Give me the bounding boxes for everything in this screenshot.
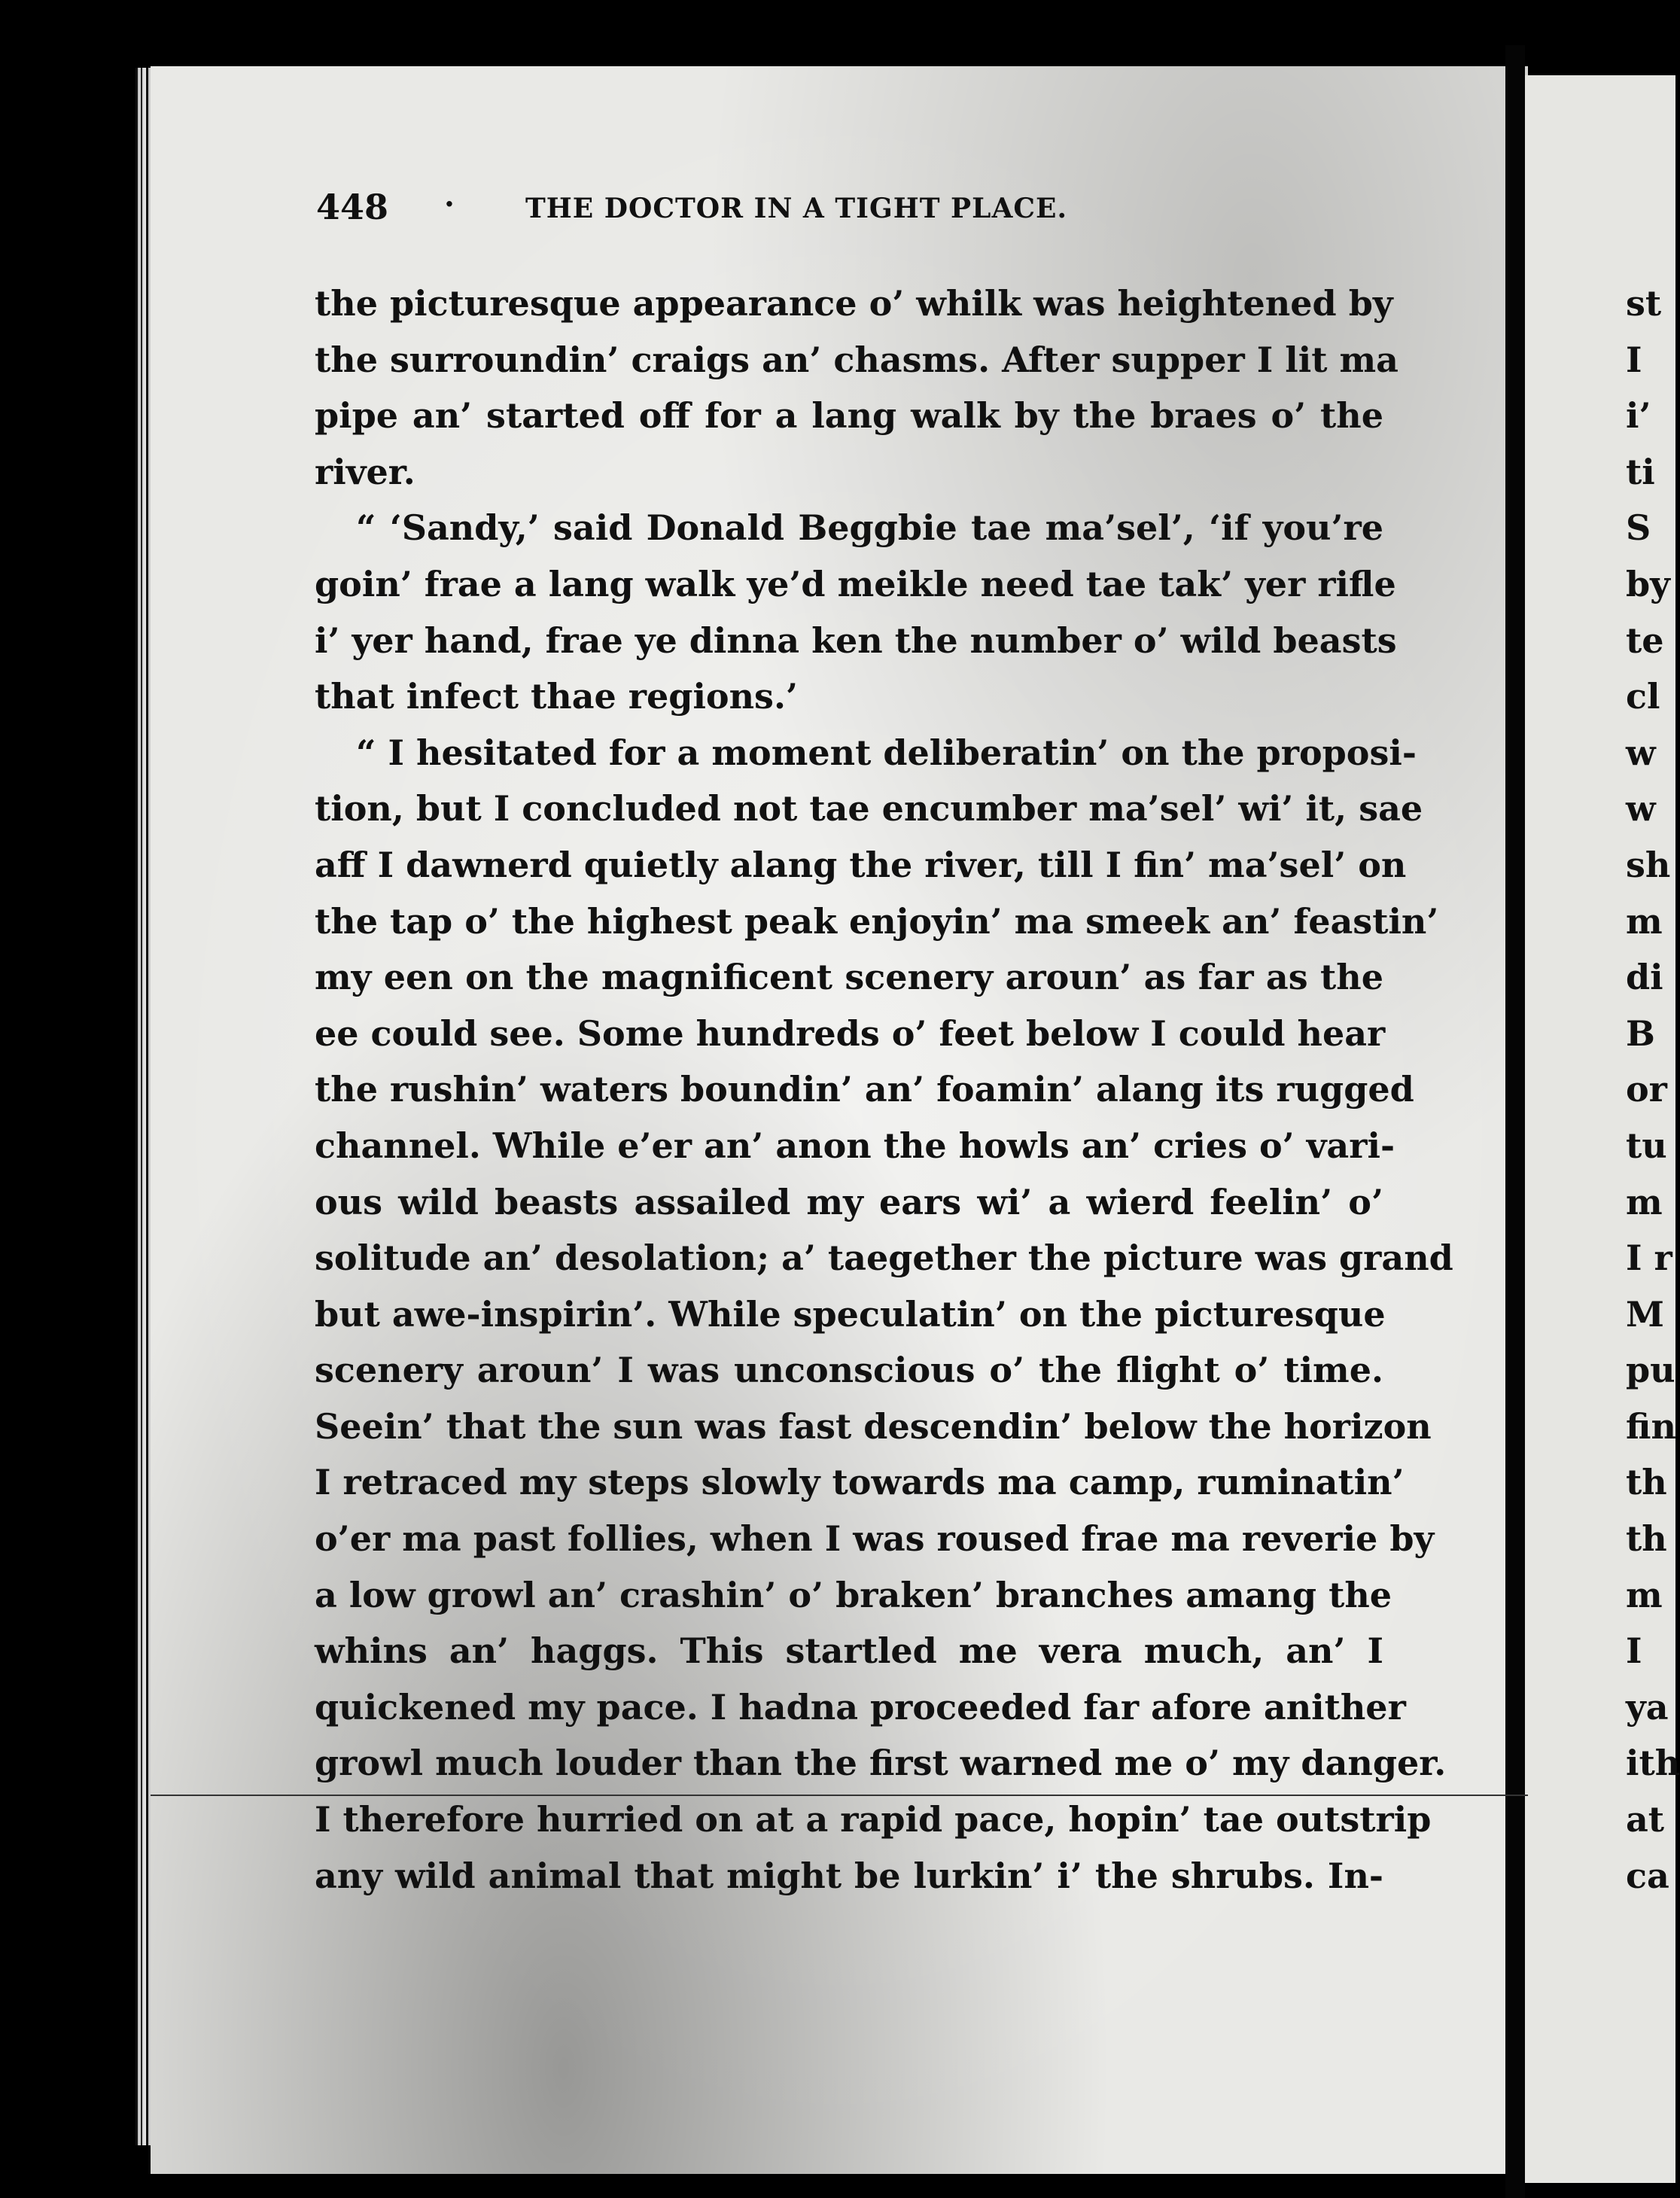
fragment-line: ca — [1626, 1855, 1669, 1896]
text-line: goin’ frae a lang walk ye’d meikle need tae tak’ yer rifle — [315, 563, 1396, 604]
fragment-line: th — [1626, 1518, 1667, 1560]
fragment-line: fin — [1626, 1405, 1676, 1447]
text-line: solitude an’ desolation; a’ taegether the picture was grand — [315, 1238, 1453, 1279]
text-line: scenery aroun’ I was unconscious o’ the flight o’ time. — [315, 1350, 1383, 1391]
fragment-line: ti — [1626, 451, 1655, 492]
fragment-line: I — [1626, 339, 1642, 380]
fragment-line: i’ — [1626, 395, 1651, 437]
text-line: that infect thae regions.’ — [315, 676, 798, 717]
text-line: tion, but I concluded not tae encumber ma’sel’ wi’ it, sae — [315, 788, 1423, 830]
right-page-text-fragments — [1626, 276, 1680, 1904]
running-head — [316, 187, 1370, 232]
fragment-line: at — [1626, 1799, 1665, 1840]
body-text — [315, 276, 1453, 1904]
fragment-line: ith — [1626, 1743, 1680, 1784]
fragment-line: m — [1626, 1181, 1663, 1222]
fragment-line: di — [1626, 957, 1663, 998]
fragment-line: pu — [1626, 1350, 1675, 1391]
text-line: Seein’ that the sun was fast descendin’ below the horizon — [315, 1405, 1432, 1447]
fragment-line: M — [1626, 1293, 1664, 1335]
fragment-line: I r — [1626, 1238, 1672, 1279]
chapter-title: THE DOCTOR IN A TIGHT PLACE. — [525, 193, 1067, 224]
text-line: pipe an’ started off for a lang walk by the braes o’ the — [315, 395, 1383, 437]
text-line: my een on the magnificent scenery aroun’ as far as the — [315, 957, 1383, 998]
fragment-line: tu — [1626, 1125, 1667, 1166]
fragment-line: I — [1626, 1630, 1642, 1672]
text-line: ee could see. Some hundreds o’ feet below I could hear — [315, 1012, 1386, 1054]
text-line: the surroundin’ craigs an’ chasms. After supper I lit ma — [315, 339, 1398, 380]
fragment-line: m — [1626, 900, 1663, 942]
fragment-line: or — [1626, 1069, 1667, 1110]
fragment-line: m — [1626, 1574, 1663, 1615]
fragment-line: te — [1626, 620, 1664, 661]
text-line: the rushin’ waters boundin’ an’ foamin’ alang its rugged — [315, 1069, 1414, 1110]
text-line: ous wild beasts assailed my ears wi’ a wierd feelin’ o’ — [315, 1181, 1383, 1222]
text-line: “ I hesitated for a moment deliberatin’ on the proposi- — [356, 732, 1417, 773]
text-line: i’ yer hand, frae ye dinna ken the number o’ wild beasts — [315, 620, 1397, 661]
fragment-line: cl — [1626, 676, 1660, 717]
fragment-line: st — [1626, 283, 1662, 324]
text-line: I therefore hurried on at a rapid pace, hopin’ tae outstrip — [315, 1799, 1432, 1840]
text-line: the tap o’ the highest peak enjoyin’ ma smeek an’ feastin’ — [315, 900, 1439, 942]
head-separator: · — [444, 187, 455, 222]
fragment-line: B — [1626, 1012, 1655, 1054]
fragment-line: w — [1626, 788, 1656, 830]
text-line: aff I dawnerd quietly alang the river, till I fin’ ma’sel’ on — [315, 844, 1407, 885]
fragment-line: th — [1626, 1462, 1667, 1503]
text-line: o’er ma past follies, when I was roused frae ma reverie by — [315, 1518, 1435, 1560]
fragment-line: sh — [1626, 844, 1671, 885]
fragment-line: S — [1626, 507, 1651, 549]
text-line: river. — [315, 451, 415, 492]
text-line: whins an’ haggs. This startled me vera much, an’ I — [315, 1630, 1383, 1672]
fragment-line: ya — [1626, 1686, 1669, 1728]
text-line: any wild animal that might be lurkin’ i’ the shrubs. In- — [315, 1855, 1383, 1896]
text-line: channel. While e’er an’ anon the howls an’ cries o’ vari- — [315, 1125, 1395, 1166]
text-line: a low growl an’ crashin’ o’ braken’ branches amang the — [315, 1574, 1392, 1615]
fragment-line: by — [1626, 563, 1670, 604]
text-line: growl much louder than the first warned me o’ my danger. — [315, 1743, 1447, 1784]
page-number: 448 — [316, 187, 389, 227]
text-line: quickened my pace. I hadna proceeded far afore anither — [315, 1686, 1406, 1728]
book-gutter — [1505, 45, 1525, 2198]
text-line: I retraced my steps slowly towards ma camp, ruminatin’ — [315, 1462, 1405, 1503]
text-line: but awe-inspirin’. While speculatin’ on the picturesque — [315, 1293, 1386, 1335]
fragment-line: w — [1626, 732, 1656, 773]
text-line: “ ‘Sandy,’ said Donald Beggbie tae ma’sel’, ‘if you’re — [356, 507, 1383, 549]
text-line: the picturesque appearance o’ whilk was heightened by — [315, 283, 1393, 324]
